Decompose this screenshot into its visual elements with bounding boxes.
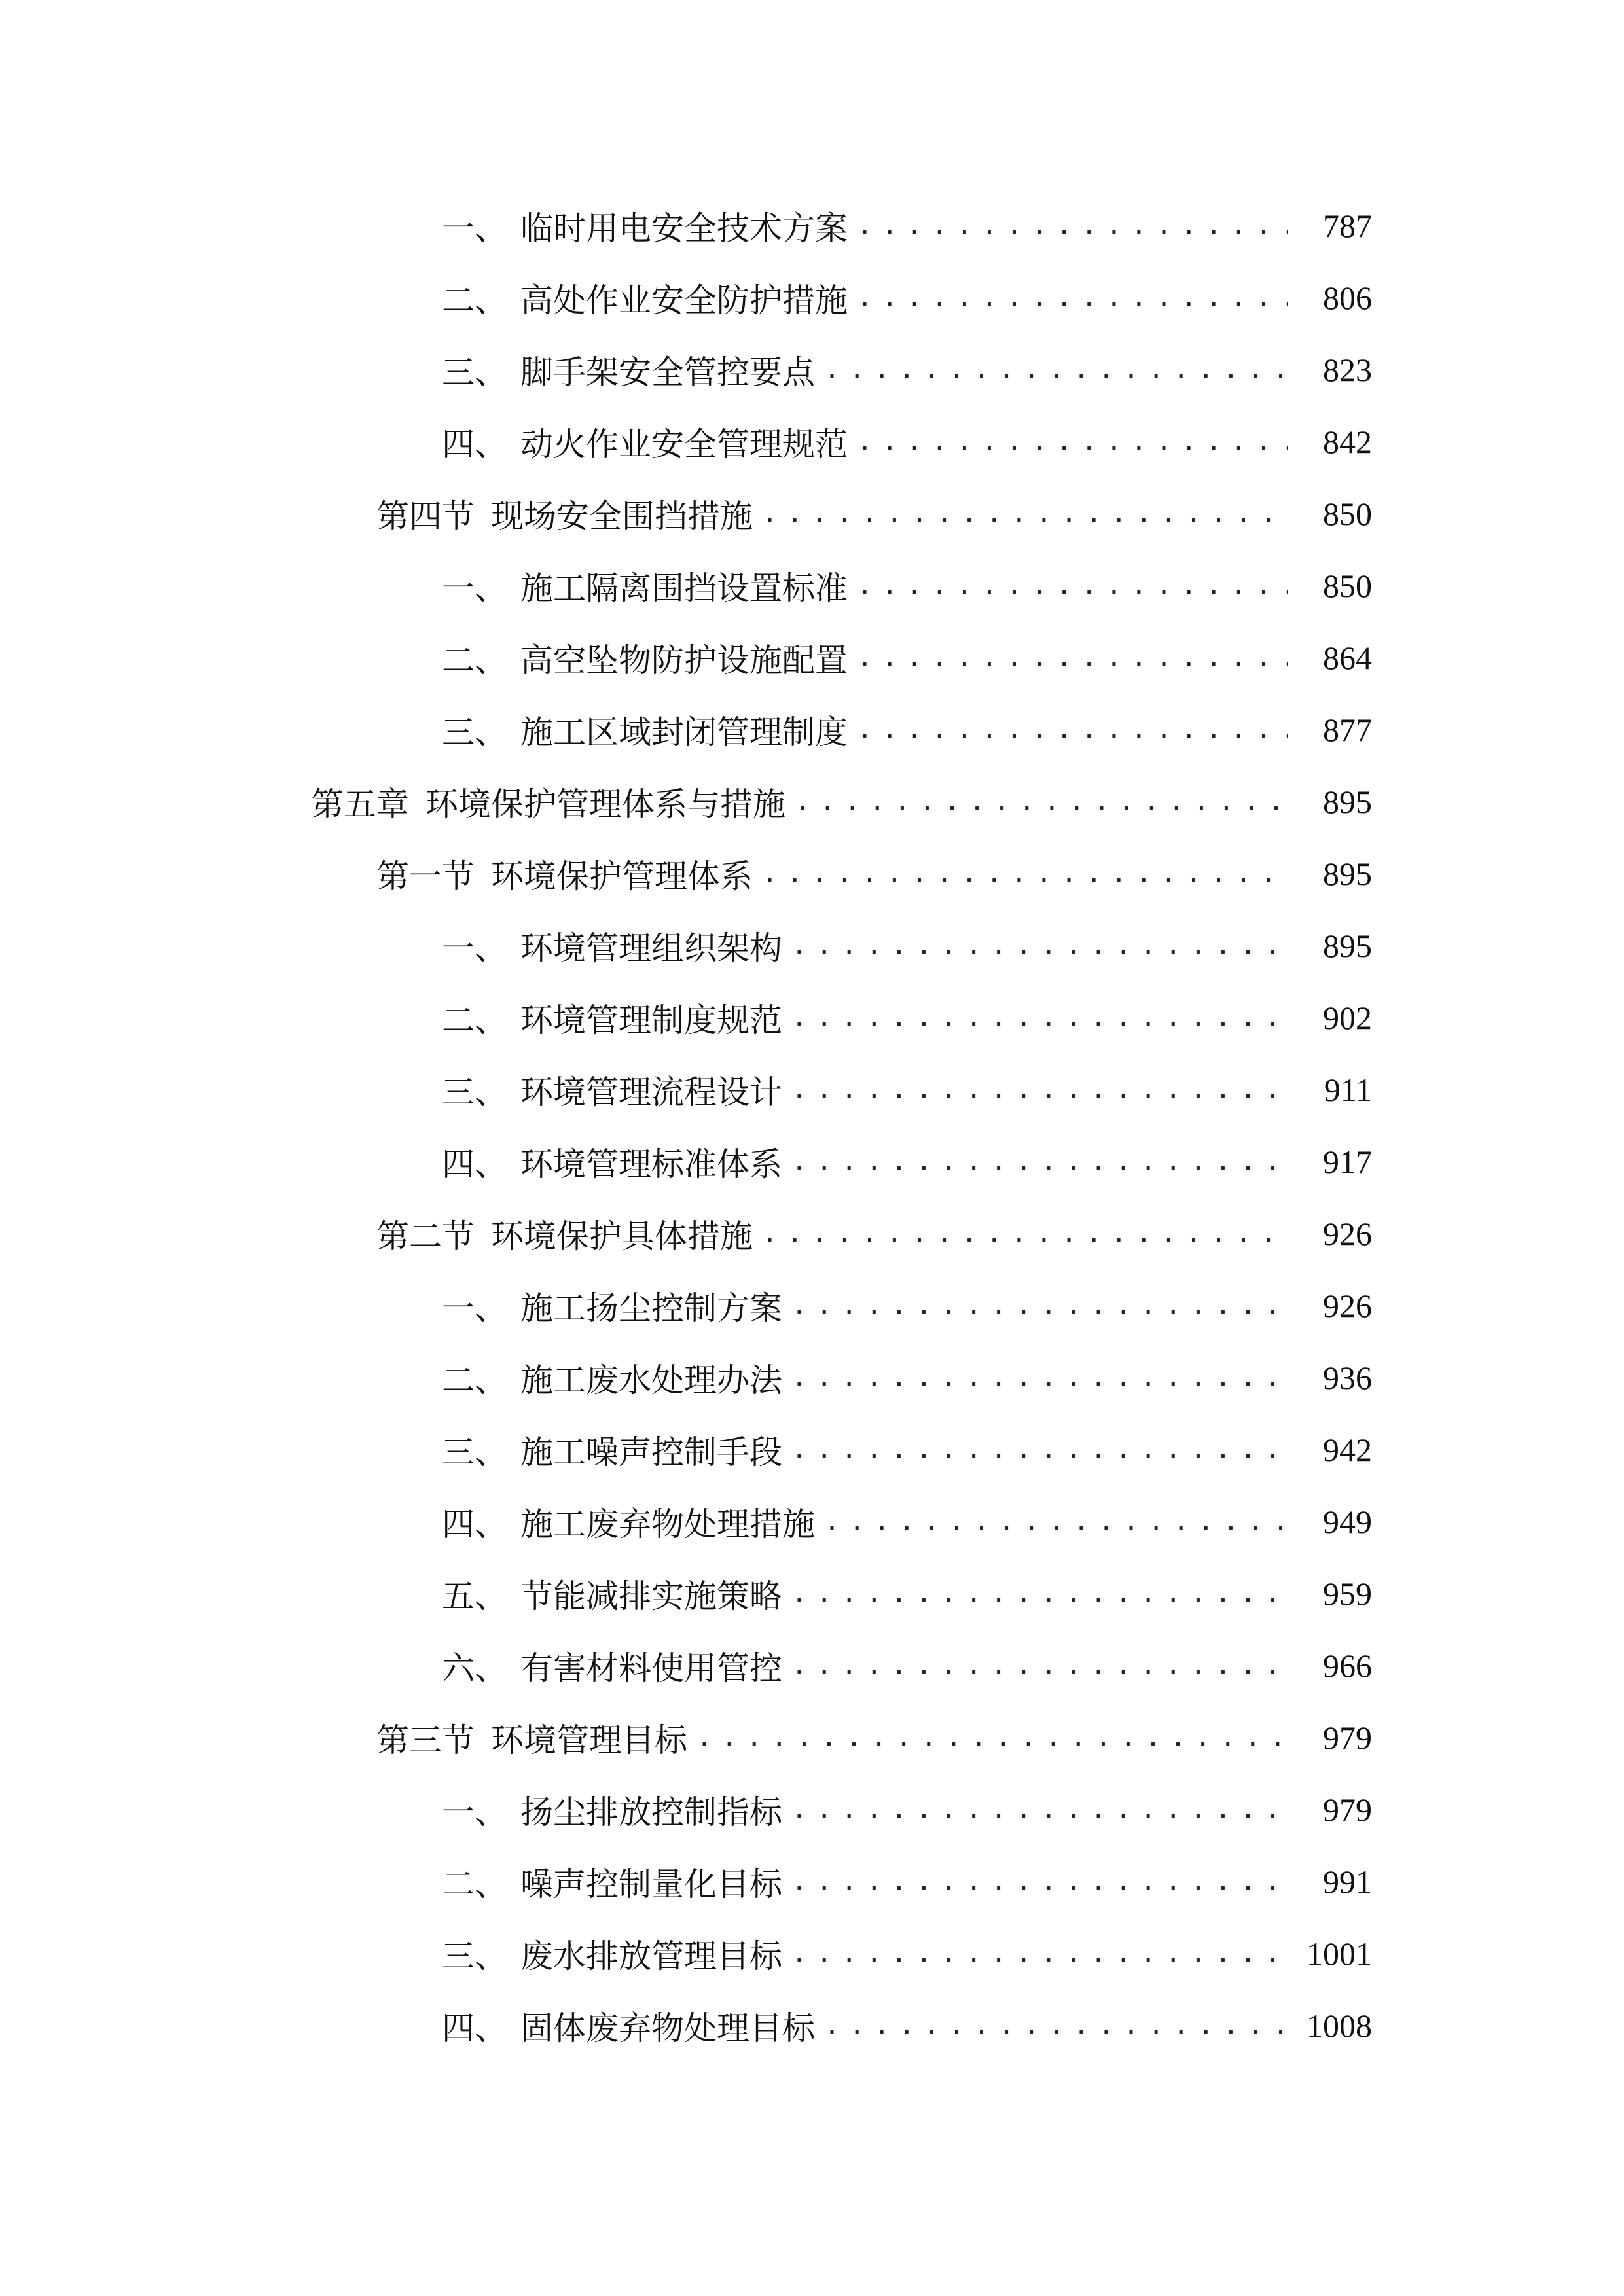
toc-entry[interactable] xyxy=(0,910,1624,982)
toc-entry-title: 施工区域封闭管理制度 xyxy=(520,713,848,751)
dot-leader xyxy=(791,1941,1288,1967)
toc-entry[interactable] xyxy=(0,550,1624,622)
dot-leader xyxy=(795,789,1288,815)
dot-leader xyxy=(791,1653,1288,1679)
toc-entry-prefix: 三、 xyxy=(442,1433,507,1471)
toc-entry-prefix: 三、 xyxy=(442,1937,507,1975)
toc-entry-page-number: 842 xyxy=(1323,423,1372,460)
toc-entry[interactable] xyxy=(0,1270,1624,1342)
dot-leader xyxy=(791,1005,1288,1031)
toc-entry[interactable] xyxy=(0,262,1624,334)
toc-entry-page-number: 823 xyxy=(1323,351,1372,388)
toc-entry-title: 施工废弃物处理措施 xyxy=(520,1505,815,1543)
toc-section-entry[interactable] xyxy=(0,1702,1624,1774)
toc-entry-prefix: 二、 xyxy=(442,1361,507,1399)
dot-leader xyxy=(791,933,1288,959)
toc-entry-label xyxy=(376,490,753,537)
table-of-contents xyxy=(0,190,1624,2062)
toc-entry-title: 噪声控制量化目标 xyxy=(520,1865,782,1903)
toc-entry[interactable] xyxy=(0,982,1624,1054)
toc-entry-label xyxy=(442,922,782,969)
toc-entry-title: 高处作业安全防护措施 xyxy=(520,281,848,319)
toc-entry-title: 有害材料使用管控 xyxy=(520,1649,782,1687)
toc-entry-label xyxy=(442,1138,782,1185)
dot-leader xyxy=(762,501,1288,527)
toc-entry-title: 施工隔离围挡设置标准 xyxy=(520,569,848,607)
toc-entry-title: 扬尘排放控制指标 xyxy=(520,1793,782,1831)
toc-entry-label xyxy=(442,1426,782,1473)
dot-leader xyxy=(696,1725,1288,1751)
toc-entry-page-number: 959 xyxy=(1323,1575,1372,1612)
toc-entry[interactable] xyxy=(0,334,1624,406)
dot-leader xyxy=(824,357,1288,383)
dot-leader xyxy=(762,1221,1288,1247)
dot-leader xyxy=(791,1365,1288,1391)
toc-entry-prefix: 一、 xyxy=(442,929,507,967)
toc-entry-page-number: 917 xyxy=(1323,1143,1372,1180)
toc-entry-prefix: 二、 xyxy=(442,281,507,319)
toc-section-entry[interactable] xyxy=(0,838,1624,910)
toc-entry-title: 动火作业安全管理规范 xyxy=(520,425,848,463)
toc-entry-prefix: 三、 xyxy=(442,353,507,391)
toc-entry-title: 环境保护管理体系与措施 xyxy=(425,785,785,823)
toc-entry[interactable] xyxy=(0,406,1624,478)
toc-entry-label xyxy=(442,2002,815,2049)
toc-entry-page-number: 949 xyxy=(1323,1503,1372,1540)
toc-entry-label xyxy=(442,202,848,249)
toc-entry-page-number: 966 xyxy=(1323,1647,1372,1684)
toc-entry-label xyxy=(442,418,848,465)
toc-entry-label xyxy=(442,1930,782,1977)
toc-entry-page-number: 864 xyxy=(1323,639,1372,676)
toc-entry-page-number: 877 xyxy=(1323,711,1372,748)
toc-entry-page-number: 979 xyxy=(1323,1791,1372,1828)
toc-entry[interactable] xyxy=(0,1414,1624,1486)
toc-entry-page-number: 895 xyxy=(1323,855,1372,892)
toc-entry[interactable] xyxy=(0,190,1624,262)
toc-entry-label xyxy=(442,1858,782,1905)
toc-entry-prefix: 第一节 xyxy=(376,857,475,895)
toc-entry-page-number: 850 xyxy=(1323,495,1372,532)
toc-entry-title: 废水排放管理目标 xyxy=(520,1937,782,1975)
toc-entry-label xyxy=(376,850,753,897)
toc-entry-title: 施工废水处理办法 xyxy=(520,1361,782,1399)
toc-entry-page-number: 1001 xyxy=(1307,1935,1372,1972)
dot-leader xyxy=(791,1149,1288,1175)
toc-entry-page-number: 1008 xyxy=(1307,2007,1372,2044)
toc-entry[interactable] xyxy=(0,1054,1624,1126)
toc-entry-title: 环境管理组织架构 xyxy=(520,929,782,967)
toc-entry-label xyxy=(442,1498,815,1545)
toc-entry-title: 现场安全围挡措施 xyxy=(491,497,753,535)
toc-entry[interactable] xyxy=(0,1486,1624,1558)
dot-leader xyxy=(824,2013,1288,2039)
toc-entry-title: 固体废弃物处理目标 xyxy=(520,2009,815,2047)
dot-leader xyxy=(857,429,1288,455)
toc-entry[interactable] xyxy=(0,622,1624,694)
toc-entry-title: 环境管理目标 xyxy=(491,1721,687,1759)
toc-entry-label xyxy=(442,1354,782,1401)
toc-entry-prefix: 一、 xyxy=(442,1289,507,1327)
dot-leader xyxy=(857,645,1288,671)
toc-entry-prefix: 第五章 xyxy=(311,785,409,823)
toc-entry-page-number: 926 xyxy=(1323,1215,1372,1252)
toc-entry-page-number: 926 xyxy=(1323,1287,1372,1324)
toc-entry-prefix: 一、 xyxy=(442,569,507,607)
dot-leader xyxy=(791,1293,1288,1319)
toc-entry-title: 节能减排实施策略 xyxy=(520,1577,782,1615)
dot-leader xyxy=(791,1581,1288,1607)
toc-entry-prefix: 五、 xyxy=(442,1577,507,1615)
toc-entry-prefix: 一、 xyxy=(442,1793,507,1831)
toc-entry-title: 高空坠物防护设施配置 xyxy=(520,641,848,679)
toc-section-entry[interactable] xyxy=(0,478,1624,550)
toc-entry-label xyxy=(442,346,815,393)
toc-entry-label xyxy=(442,1570,782,1617)
toc-entry-page-number: 787 xyxy=(1323,207,1372,244)
toc-entry[interactable] xyxy=(0,1558,1624,1630)
dot-leader xyxy=(791,1797,1288,1823)
dot-leader xyxy=(791,1869,1288,1895)
dot-leader xyxy=(791,1077,1288,1103)
toc-entry-page-number: 850 xyxy=(1323,567,1372,604)
toc-section-entry[interactable] xyxy=(0,1198,1624,1270)
toc-entry[interactable] xyxy=(0,694,1624,766)
toc-entry-label xyxy=(442,634,848,681)
toc-entry-page-number: 942 xyxy=(1323,1431,1372,1468)
toc-entry-title: 临时用电安全技术方案 xyxy=(520,209,848,247)
dot-leader xyxy=(857,285,1288,311)
toc-entry-prefix: 一、 xyxy=(442,209,507,247)
toc-entry-label xyxy=(442,706,848,753)
toc-entry-prefix: 二、 xyxy=(442,1001,507,1039)
toc-entry-prefix: 四、 xyxy=(442,1505,507,1543)
toc-entry-label xyxy=(442,562,848,609)
toc-entry-prefix: 四、 xyxy=(442,2009,507,2047)
toc-entry-label xyxy=(442,1786,782,1833)
toc-entry[interactable] xyxy=(0,1846,1624,1918)
toc-entry-prefix: 三、 xyxy=(442,713,507,751)
toc-entry-prefix: 二、 xyxy=(442,1865,507,1903)
toc-entry[interactable] xyxy=(0,1990,1624,2062)
toc-entry-label xyxy=(442,1066,782,1113)
toc-entry-title: 施工扬尘控制方案 xyxy=(520,1289,782,1327)
toc-entry-prefix: 二、 xyxy=(442,641,507,679)
toc-entry-page-number: 991 xyxy=(1323,1863,1372,1900)
toc-entry-label xyxy=(311,778,785,825)
dot-leader xyxy=(791,1437,1288,1463)
toc-entry-page-number: 979 xyxy=(1323,1719,1372,1756)
toc-entry-label xyxy=(442,274,848,321)
toc-entry-prefix: 六、 xyxy=(442,1649,507,1687)
dot-leader xyxy=(824,1509,1288,1535)
toc-entry-title: 环境保护具体措施 xyxy=(491,1217,753,1255)
toc-entry-label xyxy=(442,1282,782,1329)
toc-entry-label xyxy=(376,1714,687,1761)
toc-entry-title: 施工噪声控制手段 xyxy=(520,1433,782,1471)
toc-entry-page-number: 911 xyxy=(1324,1071,1372,1108)
dot-leader xyxy=(857,573,1288,599)
toc-entry-prefix: 四、 xyxy=(442,1145,507,1183)
toc-entry-prefix: 第四节 xyxy=(376,497,475,535)
toc-entry[interactable] xyxy=(0,1918,1624,1990)
toc-entry[interactable] xyxy=(0,1630,1624,1702)
toc-entry-title: 环境保护管理体系 xyxy=(491,857,753,895)
toc-entry-title: 脚手架安全管控要点 xyxy=(520,353,815,391)
toc-entry-title: 环境管理标准体系 xyxy=(520,1145,782,1183)
toc-entry-prefix: 四、 xyxy=(442,425,507,463)
dot-leader xyxy=(762,861,1288,887)
toc-entry[interactable] xyxy=(0,1342,1624,1414)
toc-entry-prefix: 三、 xyxy=(442,1073,507,1111)
toc-entry-page-number: 902 xyxy=(1323,999,1372,1036)
toc-chapter-entry[interactable] xyxy=(0,766,1624,838)
dot-leader xyxy=(857,213,1288,239)
toc-entry[interactable] xyxy=(0,1126,1624,1198)
toc-entry-page-number: 895 xyxy=(1323,927,1372,964)
toc-entry-page-number: 895 xyxy=(1323,783,1372,820)
dot-leader xyxy=(857,717,1288,743)
toc-entry[interactable] xyxy=(0,1774,1624,1846)
toc-entry-page-number: 936 xyxy=(1323,1359,1372,1396)
toc-entry-label xyxy=(442,1642,782,1689)
toc-entry-prefix: 第二节 xyxy=(376,1217,475,1255)
toc-entry-label xyxy=(376,1210,753,1257)
toc-entry-prefix: 第三节 xyxy=(376,1721,475,1759)
toc-entry-label xyxy=(442,994,782,1041)
toc-entry-title: 环境管理流程设计 xyxy=(520,1073,782,1111)
toc-entry-page-number: 806 xyxy=(1323,279,1372,316)
toc-entry-title: 环境管理制度规范 xyxy=(520,1001,782,1039)
